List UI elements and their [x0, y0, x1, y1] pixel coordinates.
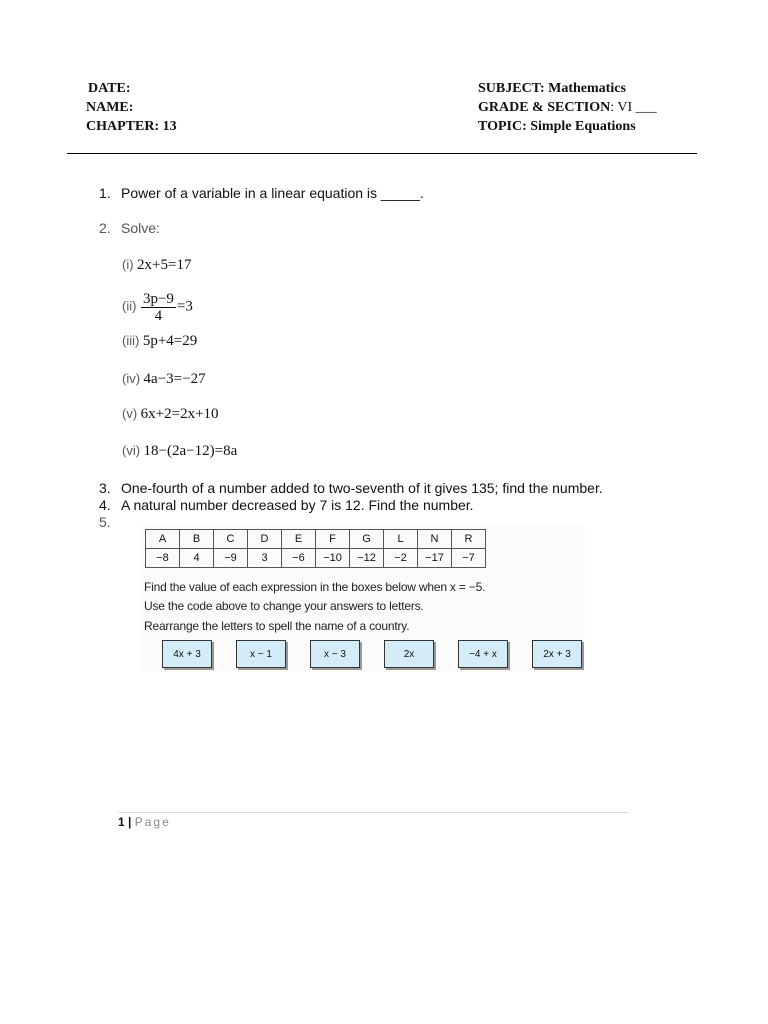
code-puzzle-figure — [140, 526, 585, 672]
solve-item-ii — [122, 291, 193, 324]
letter-cell: B — [180, 530, 214, 549]
item-label: (vi) — [122, 443, 141, 458]
equation: 6x+2=2x+10 — [140, 406, 219, 422]
letter-cell: R — [452, 530, 486, 549]
letter-cell: L — [384, 530, 418, 549]
item-label: (ii) — [122, 298, 137, 314]
value-cell: −10 — [316, 549, 350, 568]
page-word: Page — [134, 815, 171, 829]
topic-label: TOPIC: Simple Equations — [478, 119, 636, 134]
question-number: 4. — [99, 497, 111, 513]
expression-box: 4x + 3 — [162, 640, 212, 668]
values-row — [146, 549, 486, 568]
question-1 — [99, 185, 424, 202]
letters-row — [146, 530, 486, 549]
solve-item-iv — [122, 371, 206, 388]
expression-box: x − 1 — [236, 640, 286, 668]
question-number: 1. — [99, 185, 111, 201]
question-2 — [99, 220, 160, 237]
value-cell: −8 — [146, 549, 180, 568]
question-text: Power of a variable in a linear equation is _____. — [121, 185, 424, 201]
chapter-label: CHAPTER: 13 — [86, 119, 177, 134]
value-cell: 4 — [180, 549, 214, 568]
letter-cell: G — [350, 530, 384, 549]
name-label: NAME: — [86, 100, 134, 115]
value-cell: −7 — [452, 549, 486, 568]
instruction-line: Rearrange the letters to spell the name of a country. — [144, 619, 410, 633]
denominator: 4 — [154, 308, 163, 324]
letter-cell: A — [146, 530, 180, 549]
question-number: 3. — [99, 480, 111, 496]
expression-box: 2x + 3 — [532, 640, 582, 668]
letter-cell: F — [316, 530, 350, 549]
letter-cell: E — [282, 530, 316, 549]
page-separator: | — [128, 815, 132, 829]
item-label: (iii) — [122, 333, 140, 348]
solve-item-v — [122, 406, 219, 423]
footer-divider — [118, 812, 628, 813]
instruction-line: Use the code above to change your answers to letters. — [144, 599, 424, 613]
expression-box: −4 + x — [458, 640, 508, 668]
value-cell: −6 — [282, 549, 316, 568]
question-3 — [99, 480, 603, 497]
question-number: 2. — [99, 220, 111, 236]
value-cell: 3 — [248, 549, 282, 568]
question-4 — [99, 497, 474, 514]
fraction — [141, 291, 176, 324]
page-number: 1 — [118, 815, 125, 829]
value-cell: −9 — [214, 549, 248, 568]
question-text: A natural number decreased by 7 is 12. Find the number. — [121, 497, 474, 513]
value-cell: −2 — [384, 549, 418, 568]
question-number: 5. — [99, 514, 111, 530]
rhs: =3 — [176, 298, 193, 315]
header-left — [86, 79, 177, 136]
value-cell: −17 — [418, 549, 452, 568]
header-right — [478, 79, 657, 136]
solve-item-iii — [122, 333, 197, 350]
equation: 5p+4=29 — [142, 333, 198, 349]
grade-value: : VI ___ — [610, 100, 657, 115]
instruction-line: Find the value of each expression in the boxes below when x = −5. — [144, 580, 486, 594]
item-label: (v) — [122, 406, 138, 421]
question-text: One-fourth of a number added to two-seventh of it gives 135; find the number. — [121, 480, 603, 496]
item-label: (i) — [122, 257, 134, 272]
solve-item-vi — [122, 443, 237, 460]
date-label: DATE: — [88, 81, 131, 96]
letter-cell: N — [418, 530, 452, 549]
solve-item-i — [122, 257, 191, 274]
numerator: 3p−9 — [142, 291, 174, 307]
equation: 2x+5=17 — [137, 257, 192, 273]
letter-code-table — [145, 529, 486, 568]
question-text: Solve: — [121, 220, 160, 236]
subject-label: SUBJECT: Mathematics — [478, 81, 626, 96]
letter-cell: C — [214, 530, 248, 549]
expression-box: 2x — [384, 640, 434, 668]
item-label: (iv) — [122, 371, 141, 386]
page-footer — [118, 815, 171, 829]
equation: 18−(2a−12)=8a — [143, 443, 238, 459]
value-cell: −12 — [350, 549, 384, 568]
letter-cell: D — [248, 530, 282, 549]
grade-label: GRADE & SECTION — [478, 100, 611, 115]
expression-box: x − 3 — [310, 640, 360, 668]
header-divider — [67, 153, 697, 154]
question-5 — [99, 514, 121, 531]
grade-section-line — [478, 98, 657, 117]
equation: 4a−3=−27 — [143, 371, 206, 387]
